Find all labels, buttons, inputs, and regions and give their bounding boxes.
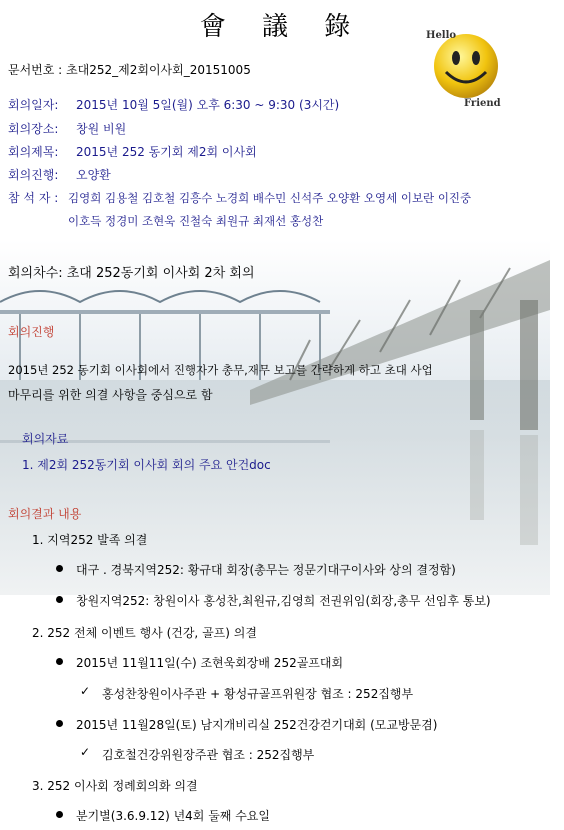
results-item1: 1. 지역252 발족 의결	[32, 533, 148, 547]
results-item3: 3. 252 이사회 정례회의화 의결	[32, 779, 198, 793]
document-title: 會 議 錄	[199, 12, 365, 42]
attendees-row	[8, 189, 471, 206]
meta-date-label: 회의일자:	[8, 98, 59, 112]
bullet-icon	[56, 720, 63, 727]
bullet-icon	[56, 565, 63, 572]
progress-heading: 회의진행	[8, 325, 55, 339]
results-item2-bullet1-sub: 홍성찬창원이사주관 + 황성규골프위원장 협조 : 252집행부	[102, 687, 414, 701]
results-item2: 2. 252 전체 이벤트 행사 (건강, 골프) 의결	[32, 626, 257, 640]
meta-place-value: 창원 비원	[76, 122, 127, 136]
progress-line1: 2015년 252 동기회 이사회에서 진행자가 총무,재무 보고를 간략하게 하고 초대 사업	[8, 363, 433, 377]
results-item1-bullet2: 창원지역252: 창원이사 홍성찬,최원규,김영희 전권위임(회장,총무 선임후 통보)	[76, 594, 491, 608]
meta-subject-value: 2015년 252 동기회 제2회 이사회	[76, 145, 257, 159]
results-item2-bullet1: 2015년 11월11일(수) 조현욱회장배 252골프대회	[76, 656, 344, 670]
attendees-line2: 이호득 정경미 조현욱 진철숙 최원규 최재선 홍성찬	[68, 214, 324, 228]
checkmark-icon: ✓	[80, 684, 91, 698]
meta-subject-label: 회의제목:	[8, 145, 59, 159]
bullet-icon	[56, 596, 63, 603]
checkmark-icon: ✓	[80, 745, 91, 759]
meta-row-place	[8, 120, 126, 137]
logo-friend-text: Friend	[464, 98, 501, 109]
meta-host-value: 오양환	[76, 168, 111, 182]
attendees-line1: 김영희 김용철 김호철 김흥수 노경희 배수민 신석주 오양환 오영세 이보란 이진중	[68, 191, 472, 205]
attendees-label: 참 석 자 :	[8, 191, 59, 205]
meta-host-label: 회의진행:	[8, 168, 59, 182]
doc-number-value: 초대252_제2회이사회_20151005	[66, 63, 251, 77]
meta-date-value: 2015년 10월 5일(월) 오후 6:30 ~ 9:30 (3시간)	[76, 98, 340, 112]
bullet-icon	[56, 811, 63, 818]
doc-number-row	[8, 61, 251, 78]
results-item3-bullet1: 분기별(3.6.9.12) 년4회 둘째 수요일	[76, 809, 270, 823]
results-item2-bullet2-sub: 김호철건강위원장주관 협조 : 252집행부	[102, 748, 315, 762]
session-line: 회의차수: 초대 252동기회 이사회 2차 회의	[8, 266, 255, 281]
doc-number-label: 문서번호 :	[8, 63, 63, 77]
results-item1-bullet1: 대구 . 경북지역252: 황규대 회장(총무는 정문기대구이사와 상의 결정함)	[76, 563, 456, 577]
logo-hello-text: Hello	[426, 30, 457, 41]
materials-item: 1. 제2회 252동기회 이사회 회의 주요 안건doc	[22, 458, 271, 472]
meta-row-subject	[8, 143, 257, 160]
materials-heading: 회의자료	[22, 432, 69, 446]
smiley-logo	[424, 26, 504, 110]
results-heading: 회의결과 내용	[8, 507, 82, 521]
meta-place-label: 회의장소:	[8, 122, 59, 136]
meta-row-date	[8, 96, 339, 113]
results-item2-bullet2: 2015년 11월28일(토) 남지개비리실 252건강걷기대회 (모교방문겸)	[76, 718, 438, 732]
progress-line2: 마무리를 위한 의결 사항을 중심으로 함	[8, 388, 213, 402]
meta-row-host	[8, 166, 111, 183]
bullet-icon	[56, 658, 63, 665]
